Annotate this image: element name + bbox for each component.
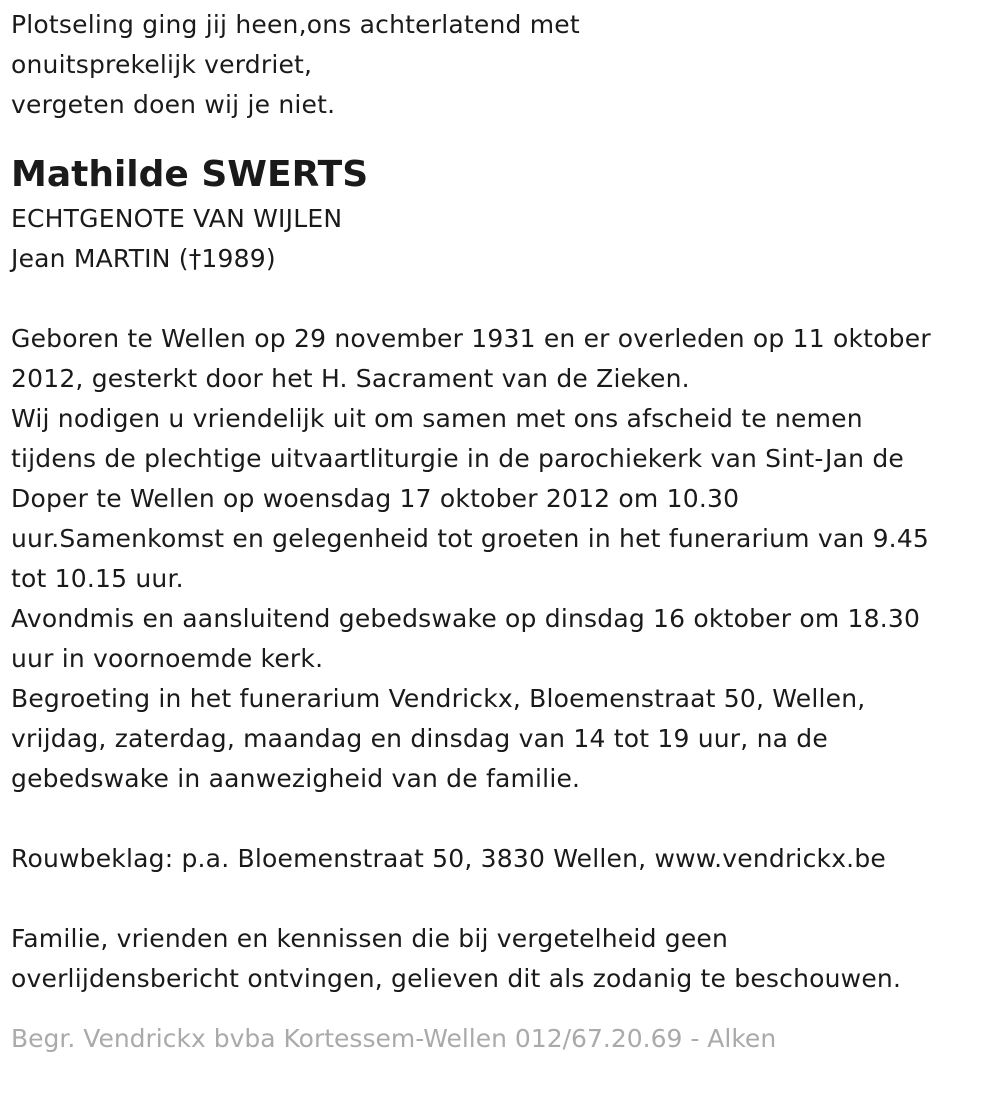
funeral-details [11,319,991,799]
memorial-poem [11,5,991,125]
details-line: gebedswake in aanwezigheid van de familie. [11,764,581,793]
spacer [11,279,991,319]
condolences-address: Rouwbeklag: p.a. Bloemenstraat 50, 3830 Wellen, www.vendrickx.be [11,844,886,873]
family-note-line: Familie, vrienden en kennissen die bij vergetelheid geen [11,924,729,953]
family-note [11,919,991,999]
deceased-name: Mathilde SWERTS [11,154,369,195]
details-line: tijdens de plechtige uitvaartliturgie in de parochiekerk van Sint-Jan de [11,444,904,473]
poem-line: vergeten doen wij je niet. [11,90,336,119]
poem-line: Plotseling ging jij heen,ons achterlatend met [11,10,580,39]
family-note-line: overlijdensbericht ontvingen, gelieven dit als zodanig te beschouwen. [11,964,902,993]
details-line: uur.Samenkomst en gelegenheid tot groeten in het funerarium van 9.45 [11,524,930,553]
relation-label: ECHTGENOTE VAN WIJLEN [11,204,343,233]
details-line: Avondmis en aansluitend gebedswake op dinsdag 16 oktober om 18.30 [11,604,921,633]
details-line: tot 10.15 uur. [11,564,184,593]
details-line: 2012, gesterkt door het H. Sacrament van de Zieken. [11,364,690,393]
details-line: uur in voornoemde kerk. [11,644,324,673]
details-line: Wij nodigen u vriendelijk uit om samen met ons afscheid te nemen [11,404,863,433]
funeral-home-footer: Begr. Vendrickx bvba Kortessem-Wellen 012/67.20.69 - Alken [11,1024,777,1053]
spouse-name: Jean MARTIN (†1989) [11,244,276,273]
details-line: Begroeting in het funerarium Vendrickx, Bloemenstraat 50, Wellen, [11,684,866,713]
details-line: vrijdag, zaterdag, maandag en dinsdag van 14 tot 19 uur, na de [11,724,828,753]
obituary-notice [11,0,991,1059]
poem-line: onuitsprekelijk verdriet, [11,50,313,79]
details-line: Doper te Wellen op woensdag 17 oktober 2012 om 10.30 [11,484,740,513]
spacer [11,879,991,919]
spacer [11,799,991,839]
details-line: Geboren te Wellen op 29 november 1931 en er overleden op 11 oktober [11,324,931,353]
